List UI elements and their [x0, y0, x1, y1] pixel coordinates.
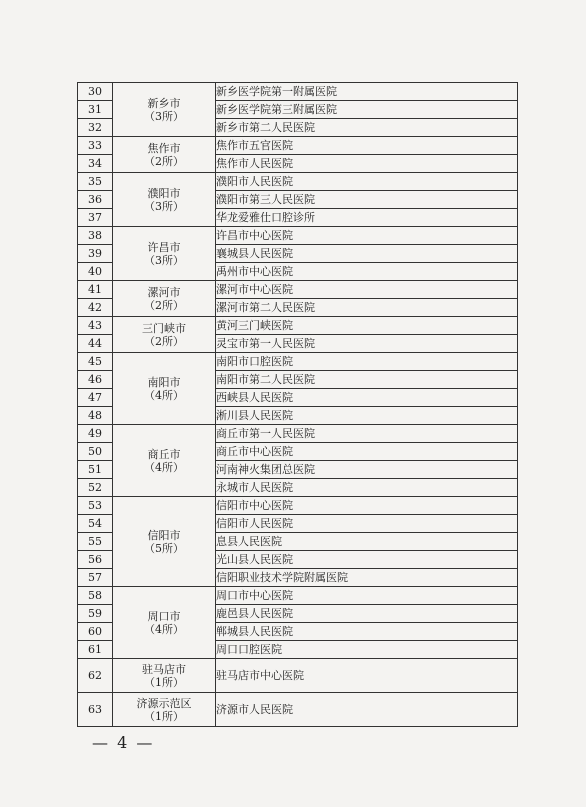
city-cell	[113, 587, 216, 659]
city-cell	[113, 425, 216, 497]
row-number: 52	[78, 479, 113, 497]
city-name: 三门峡市	[142, 321, 186, 335]
row-number: 48	[78, 407, 113, 425]
hospital-name: 禹州市中心医院	[216, 263, 518, 281]
hospital-name: 济源市人民医院	[216, 693, 518, 727]
table-row	[78, 281, 518, 299]
city-count: （4所）	[144, 622, 184, 636]
hospital-name: 漯河市第二人民医院	[216, 299, 518, 317]
city-cell	[113, 173, 216, 227]
row-number: 37	[78, 209, 113, 227]
row-number: 34	[78, 155, 113, 173]
hospital-name: 光山县人民医院	[216, 551, 518, 569]
hospital-name: 新乡市第二人民医院	[216, 119, 518, 137]
hospital-name: 信阳市中心医院	[216, 497, 518, 515]
city-cell	[113, 317, 216, 353]
city-cell	[113, 137, 216, 173]
row-number: 57	[78, 569, 113, 587]
city-count: （4所）	[144, 388, 184, 402]
hospital-name: 驻马店市中心医院	[216, 659, 518, 693]
hospital-name: 襄城县人民医院	[216, 245, 518, 263]
table-row	[78, 173, 518, 191]
city-count: （3所）	[144, 109, 184, 123]
city-count: （1所）	[144, 675, 184, 689]
hospital-name: 华龙爱雅仕口腔诊所	[216, 209, 518, 227]
city-name: 信阳市	[147, 528, 181, 542]
row-number: 56	[78, 551, 113, 569]
row-number: 40	[78, 263, 113, 281]
hospital-name: 濮阳市第三人民医院	[216, 191, 518, 209]
table-row	[78, 227, 518, 245]
hospital-name: 西峡县人民医院	[216, 389, 518, 407]
hospital-name: 南阳市第二人民医院	[216, 371, 518, 389]
hospital-name: 焦作市五官医院	[216, 137, 518, 155]
hospital-name: 信阳市人民医院	[216, 515, 518, 533]
hospital-name: 商丘市中心医院	[216, 443, 518, 461]
city-cell	[113, 497, 216, 587]
hospital-name: 许昌市中心医院	[216, 227, 518, 245]
row-number: 45	[78, 353, 113, 371]
hospital-name: 焦作市人民医院	[216, 155, 518, 173]
city-count: （3所）	[144, 199, 184, 213]
city-count: （2所）	[144, 334, 184, 348]
row-number: 58	[78, 587, 113, 605]
hospital-name: 周口市中心医院	[216, 587, 518, 605]
hospital-name: 河南神火集团总医院	[216, 461, 518, 479]
city-count: （1所）	[144, 709, 184, 723]
row-number: 53	[78, 497, 113, 515]
hospital-name: 濮阳市人民医院	[216, 173, 518, 191]
hospital-name: 新乡医学院第三附属医院	[216, 101, 518, 119]
hospital-name: 新乡医学院第一附属医院	[216, 83, 518, 101]
city-count: （4所）	[144, 460, 184, 474]
city-name: 新乡市	[147, 96, 181, 110]
row-number: 55	[78, 533, 113, 551]
row-number: 31	[78, 101, 113, 119]
city-cell	[113, 227, 216, 281]
row-number: 41	[78, 281, 113, 299]
city-count: （3所）	[144, 253, 184, 267]
row-number: 46	[78, 371, 113, 389]
city-cell	[113, 693, 216, 727]
row-number: 33	[78, 137, 113, 155]
table-row	[78, 659, 518, 693]
table-row	[78, 353, 518, 371]
page-number: — 4 —	[92, 733, 155, 752]
row-number: 42	[78, 299, 113, 317]
hospital-name: 永城市人民医院	[216, 479, 518, 497]
row-number: 54	[78, 515, 113, 533]
row-number: 51	[78, 461, 113, 479]
row-number: 35	[78, 173, 113, 191]
table-row	[78, 137, 518, 155]
row-number: 32	[78, 119, 113, 137]
table-row	[78, 83, 518, 101]
row-number: 62	[78, 659, 113, 693]
city-cell	[113, 83, 216, 137]
row-number: 50	[78, 443, 113, 461]
hospital-name: 南阳市口腔医院	[216, 353, 518, 371]
city-count: （2所）	[144, 154, 184, 168]
table-row	[78, 587, 518, 605]
hospital-table-body	[78, 83, 518, 727]
hospital-name: 黄河三门峡医院	[216, 317, 518, 335]
city-count: （2所）	[144, 298, 184, 312]
row-number: 61	[78, 641, 113, 659]
hospital-table	[77, 82, 518, 727]
hospital-name: 周口口腔医院	[216, 641, 518, 659]
row-number: 38	[78, 227, 113, 245]
row-number: 36	[78, 191, 113, 209]
city-cell	[113, 659, 216, 693]
hospital-name: 商丘市第一人民医院	[216, 425, 518, 443]
hospital-name: 淅川县人民医院	[216, 407, 518, 425]
row-number: 60	[78, 623, 113, 641]
city-cell	[113, 281, 216, 317]
row-number: 43	[78, 317, 113, 335]
row-number: 49	[78, 425, 113, 443]
row-number: 44	[78, 335, 113, 353]
city-name: 濮阳市	[147, 186, 181, 200]
table-row	[78, 425, 518, 443]
hospital-name: 灵宝市第一人民医院	[216, 335, 518, 353]
city-name: 许昌市	[147, 240, 181, 254]
city-name: 漯河市	[147, 285, 181, 299]
city-count: （5所）	[144, 541, 184, 555]
hospital-name: 鹿邑县人民医院	[216, 605, 518, 623]
city-name: 济源示范区	[136, 696, 192, 710]
city-name: 驻马店市	[142, 662, 186, 676]
hospital-name: 信阳职业技术学院附属医院	[216, 569, 518, 587]
hospital-name: 郸城县人民医院	[216, 623, 518, 641]
table-row	[78, 693, 518, 727]
row-number: 39	[78, 245, 113, 263]
city-cell	[113, 353, 216, 425]
row-number: 30	[78, 83, 113, 101]
hospital-name: 漯河市中心医院	[216, 281, 518, 299]
city-name: 商丘市	[147, 447, 181, 461]
city-name: 南阳市	[147, 375, 181, 389]
city-name: 周口市	[147, 609, 181, 623]
row-number: 47	[78, 389, 113, 407]
table-row	[78, 497, 518, 515]
row-number: 59	[78, 605, 113, 623]
hospital-name: 息县人民医院	[216, 533, 518, 551]
row-number: 63	[78, 693, 113, 727]
city-name: 焦作市	[147, 141, 181, 155]
table-row	[78, 317, 518, 335]
